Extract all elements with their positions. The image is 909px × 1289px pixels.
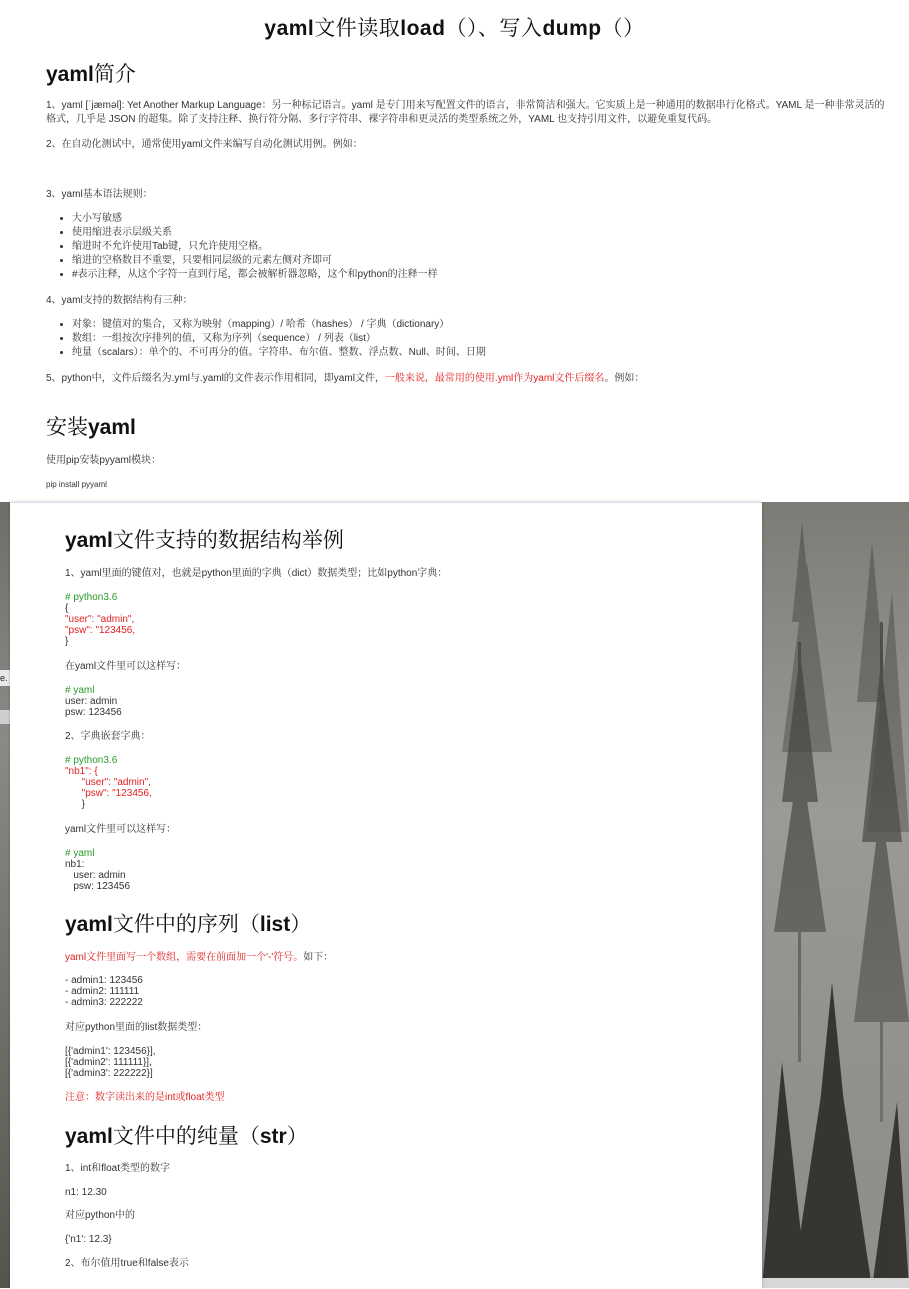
background-bar — [0, 710, 10, 724]
code-line: { — [65, 603, 69, 614]
install-code: pip install pyyaml — [46, 480, 107, 489]
article-overlay-panel — [10, 502, 762, 1289]
text: 5、python中，文件后缀名为.yml与.yaml的文件表示作用相同，即yaml文件， — [46, 373, 385, 384]
list-item: • 数组：一组按次序排列的值，又称为序列（sequence） / 列表（list） — [72, 332, 892, 346]
heading-text: 文件支持的数据结构举例 — [112, 529, 344, 552]
intro-paragraph-3: 3、yaml基本语法规则： — [46, 189, 153, 200]
intro-paragraph-4: 4、yaml支持的数据结构有三种： — [46, 295, 193, 306]
list-item: • 纯量（scalars）：单个的、不可再分的值。字符串、布尔值、整数、浮点数、Null、时间、日期 — [72, 346, 892, 360]
background-bottom-strip — [762, 1278, 909, 1288]
highlight-text: 一般来说，最常用的使用.yml作为yaml文件后缀名 — [384, 373, 605, 384]
title-part: （） — [601, 17, 645, 40]
list-item: • 使用缩进表示层级关系 — [72, 226, 892, 240]
heading-bold: list — [259, 913, 291, 936]
code-line: [{'admin2': 111111}], — [65, 1057, 152, 1068]
title-part: 文件读取 — [314, 17, 401, 40]
install-paragraph: 使用pip安装pyyaml模块： — [46, 455, 162, 466]
forest-trees-image — [762, 502, 909, 1288]
intro-paragraph-2: 2、在自动化测试中，通常使用yaml文件来编写自动化测试用例。例如： — [46, 139, 363, 150]
code-line: user: admin — [73, 870, 126, 881]
heading-bold: str — [259, 1125, 287, 1148]
top-article — [0, 0, 909, 500]
heading-text: 文件中的序列（ — [112, 913, 260, 936]
code-line: "psw": "123456, — [81, 788, 152, 799]
code-line: psw: 123456 — [73, 881, 131, 892]
code-block-nested-dict — [65, 755, 152, 810]
section-heading-data-structures — [65, 524, 344, 554]
intro-paragraph-5 — [46, 372, 886, 386]
highlight-text: yaml文件里面写一个数组，需要在前面加一个'-'符号。 — [65, 952, 304, 963]
code-line: user: admin — [65, 696, 118, 707]
paragraph: 对应python里面的list数据类型： — [65, 1022, 208, 1033]
list-item: • 缩进时不允许使用Tab键，只允许使用空格。 — [72, 240, 892, 254]
text: 如下： — [303, 952, 334, 963]
section-heading-scalar — [65, 1120, 308, 1150]
heading-bold: yaml — [88, 416, 136, 439]
code-line: - admin3: 222222 — [65, 997, 143, 1008]
note-text: 注意：数字读出来的是int或float类型 — [65, 1092, 225, 1103]
syntax-rules-list — [46, 212, 892, 282]
code-block-python-dict — [65, 592, 135, 647]
list-item: • 对象：键值对的集合，又称为映射（mapping）/ 哈希（hashes） / 字典（dictionary） — [72, 318, 892, 332]
paragraph: 2、布尔值用true和false表示 — [65, 1258, 189, 1269]
code-line: {'n1': 12.3} — [65, 1234, 112, 1245]
heading-bold: yaml — [46, 63, 94, 86]
title-load: load — [400, 17, 446, 40]
heading-text: 安装 — [46, 416, 88, 439]
title-yaml: yaml — [264, 17, 315, 40]
heading-text: ） — [290, 913, 312, 936]
list-item: • 缩进的空格数目不重要，只要相同层级的元素左侧对齐即可 — [72, 254, 892, 268]
section-heading-list — [65, 908, 311, 938]
heading-bold: yaml — [65, 1125, 113, 1148]
code-line: } — [81, 799, 86, 810]
code-line: "user": "admin", — [65, 614, 135, 625]
heading-text: 文件中的纯量（ — [112, 1125, 260, 1148]
code-line: nb1: — [65, 859, 85, 870]
paragraph: 1、int和float类型的数字 — [65, 1163, 171, 1174]
code-block-nested-yaml — [65, 848, 130, 892]
code-comment: # yaml — [65, 848, 95, 859]
background-photo-edge — [0, 502, 10, 1288]
code-comment: # yaml — [65, 685, 95, 696]
data-structures-list — [46, 318, 892, 360]
code-line: n1: 12.30 — [65, 1187, 107, 1198]
code-line: - admin1: 123456 — [65, 975, 143, 986]
code-line: "nb1": { — [65, 766, 98, 777]
intro-heading — [46, 58, 136, 88]
code-line: psw: 123456 — [65, 707, 122, 718]
code-block-yaml — [65, 685, 122, 718]
code-block-yaml-list — [65, 975, 143, 1008]
list-item: • #表示注释，从这个字符一直到行尾，都会被解析器忽略，这个和python的注释一样 — [72, 268, 892, 282]
code-line: [{'admin1': 123456}], — [65, 1046, 156, 1057]
code-comment: # python3.6 — [65, 592, 118, 603]
title-dump: dump — [542, 17, 602, 40]
code-line: } — [65, 636, 69, 647]
code-line: "psw": "123456, — [65, 625, 136, 636]
title-part: （）、写入 — [445, 17, 543, 40]
paragraph — [65, 951, 745, 965]
intro-paragraph-1: 1、yaml [ˈjæməl]: Yet Another Markup Language：另一种标记语言。yaml 是专门用来写配置文件的语言，非常简洁和强大。它实质上是一种通用的数据串行化格式。YAML 是一种非常灵活的格式，几乎是 JSON 的超集。除了支持注释、换行符分隔、多行字符串、裸字符串和更灵活的类型系统之外，YAML 也支持引用文件，以避免重复代码。 — [46, 100, 885, 125]
paragraph: 1、yaml里面的键值对，也就是python里面的字典（dict）数据类型；比如python字典： — [65, 568, 448, 579]
heading-bold: yaml — [65, 529, 113, 552]
background-text-fragment: e. — [0, 670, 10, 686]
text: 。例如： — [604, 373, 645, 384]
background-forest-photo — [762, 502, 909, 1288]
code-block-python-list — [65, 1046, 156, 1079]
paragraph: 对应python中的 — [65, 1210, 136, 1221]
paragraph: yaml文件里可以这样写： — [65, 824, 177, 835]
code-line: "user": "admin", — [81, 777, 151, 788]
install-heading — [46, 411, 136, 441]
heading-bold: yaml — [65, 913, 113, 936]
page-title — [0, 12, 909, 42]
code-comment: # python3.6 — [65, 755, 118, 766]
list-item: • 大小写敏感 — [72, 212, 892, 226]
paragraph: 在yaml文件里可以这样写： — [65, 661, 187, 672]
heading-text: 简介 — [93, 63, 136, 86]
code-line: [{'admin3': 222222}] — [65, 1068, 153, 1079]
code-line: - admin2: 111111 — [65, 986, 140, 997]
paragraph: 2、字典嵌套字典： — [65, 731, 151, 742]
heading-text: ） — [286, 1125, 308, 1148]
